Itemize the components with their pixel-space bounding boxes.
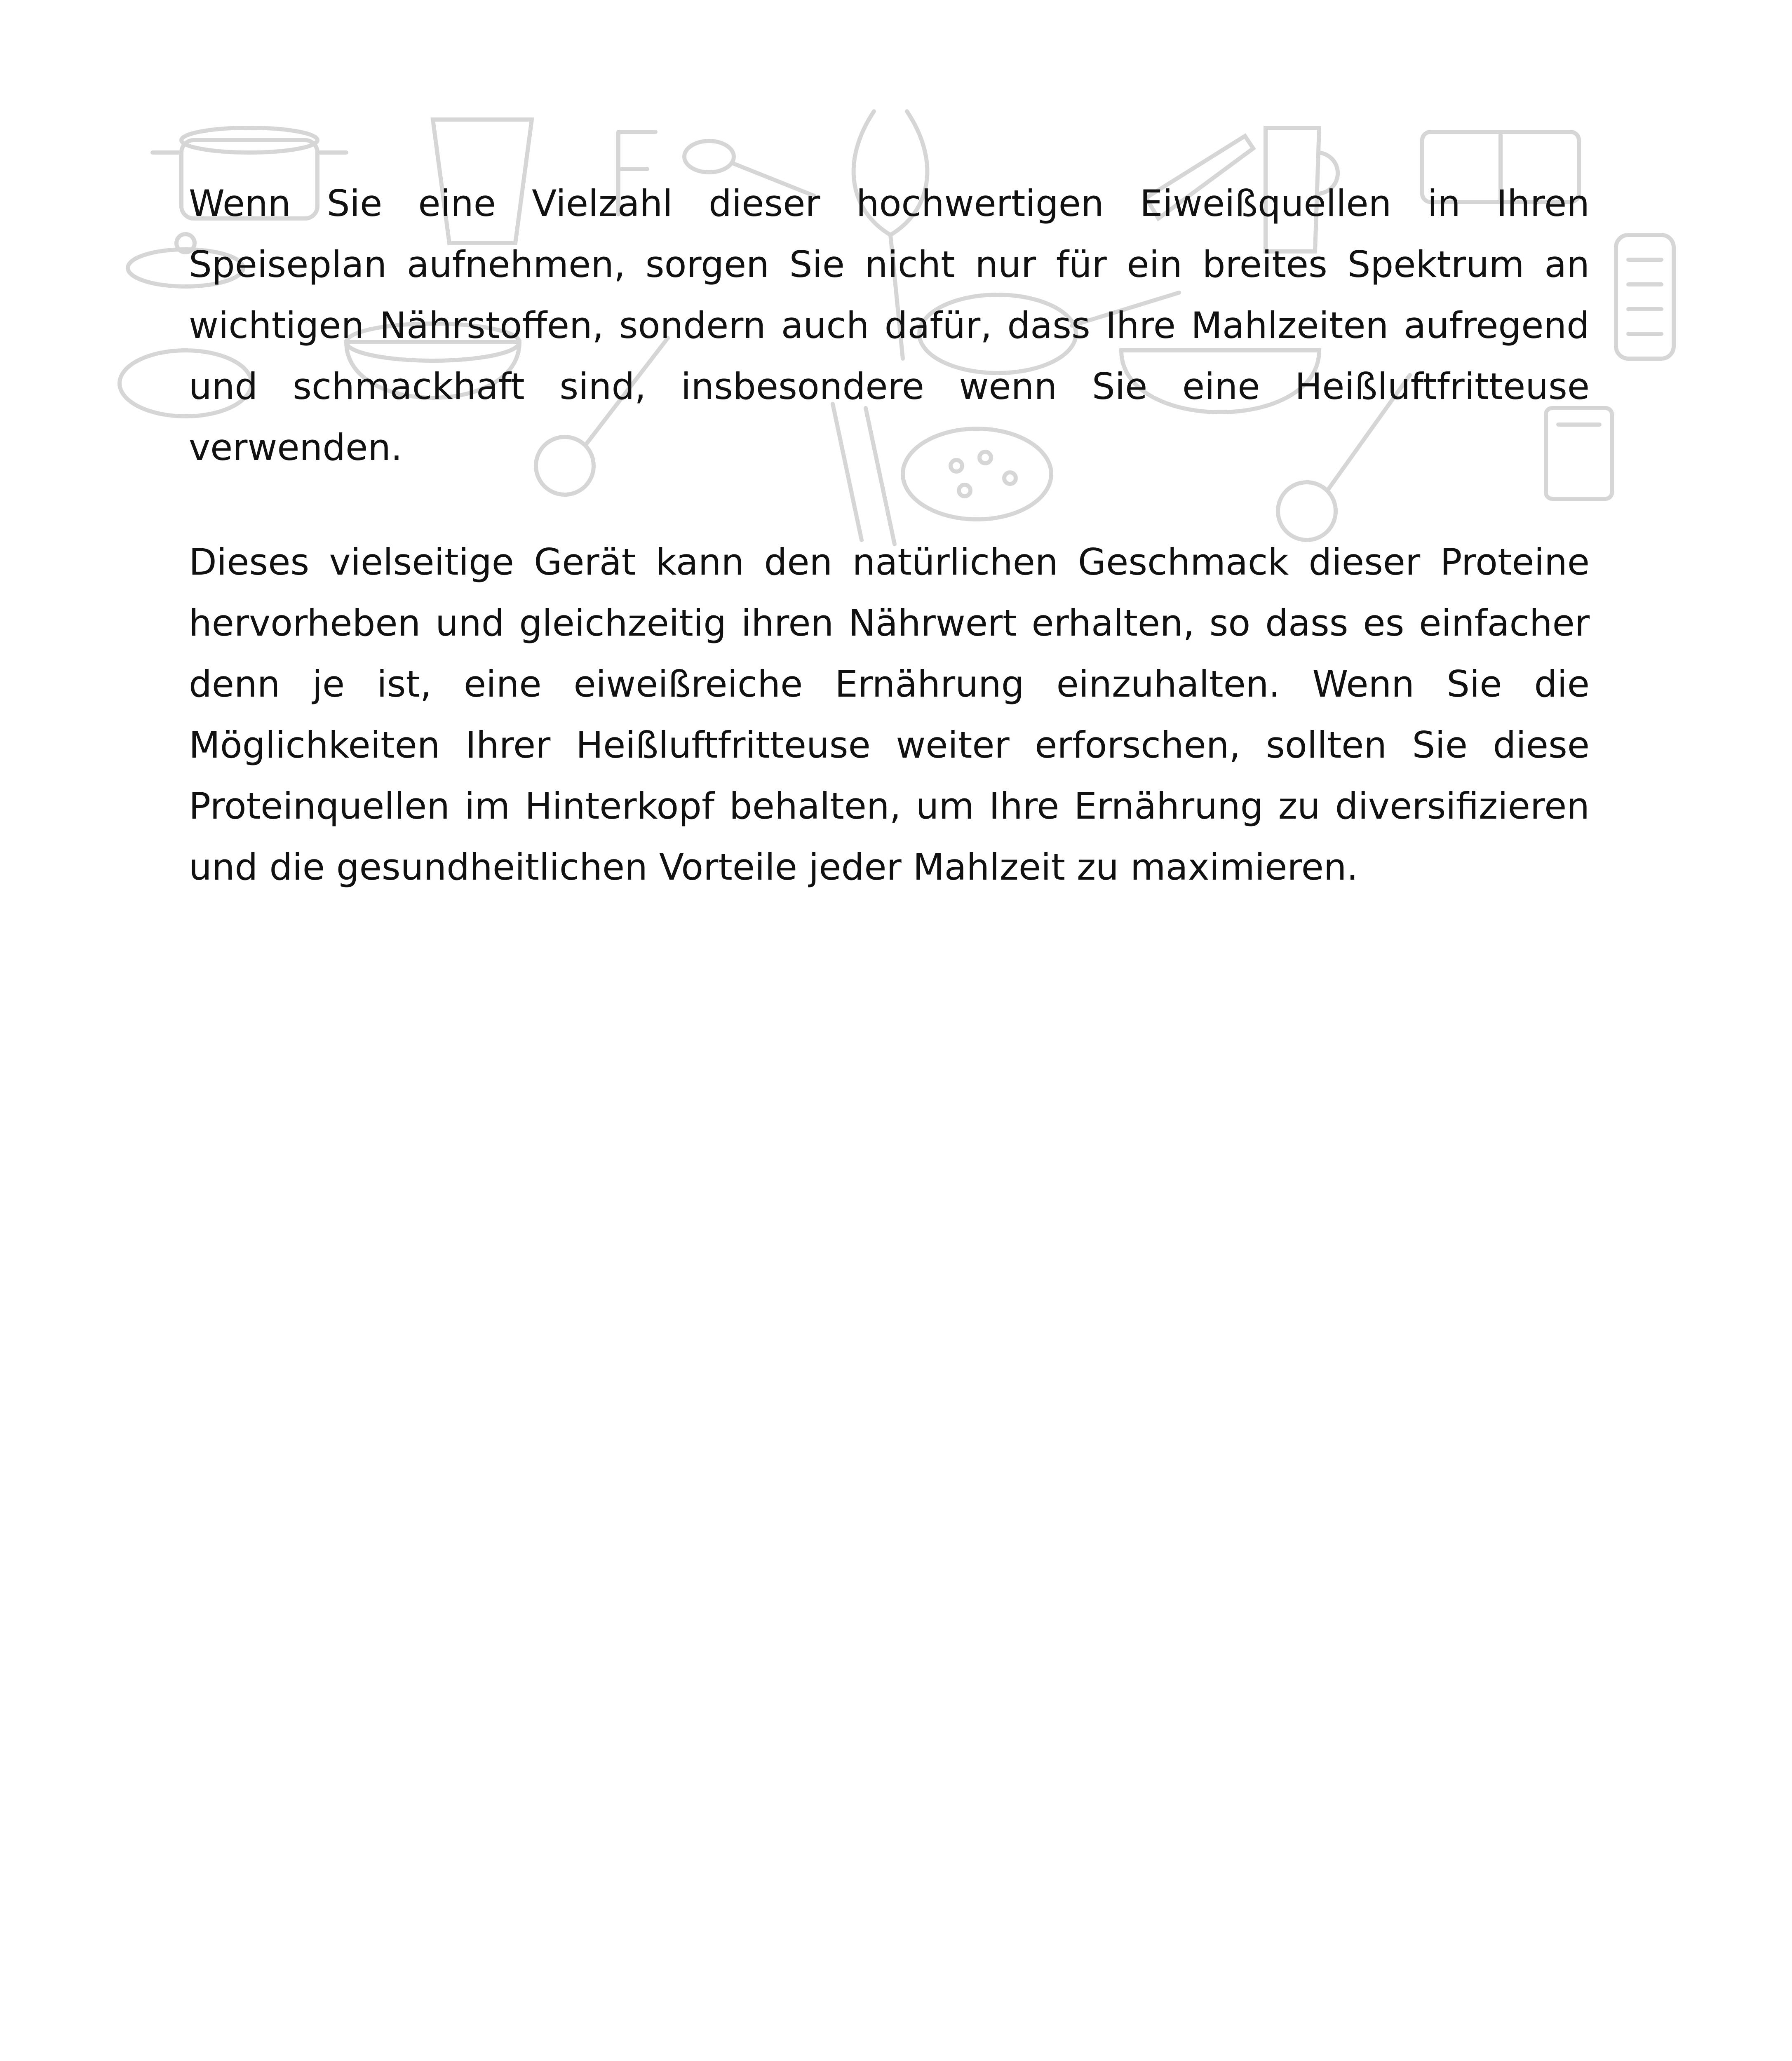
paragraph-1: Wenn Sie eine Vielzahl dieser hochwertigen Eiweißquellen in Ihren Speiseplan aufnehmen, sorgen Sie nicht nur für ein breites Spektrum an wichtigen Nährstoffen, sondern auch dafür, dass Ihre Mahlzeiten aufregend und schmackhaft sind, insbesondere wenn Sie eine Heißluftfritteuse verwenden. — [189, 182, 1590, 469]
grater-icon — [1616, 235, 1674, 359]
document-body — [189, 173, 1590, 951]
paragraph-2: Dieses vielseitige Gerät kann den natürlichen Geschmack dieser Proteine hervorheben und gleichzeitig ihren Nährwert erhalten, so dass es einfacher denn je ist, eine eiweißreiche Ernährung einzuhalten. Wenn Sie die Möglichkeiten Ihrer Heißluftfritteuse weiter erforschen, sollten Sie diese Proteinquellen im Hinterkopf behalten, um Ihre Ernährung zu diversifizieren und die gesundheitlichen Vorteile jeder Mahlzeit zu maximieren. — [189, 541, 1590, 888]
